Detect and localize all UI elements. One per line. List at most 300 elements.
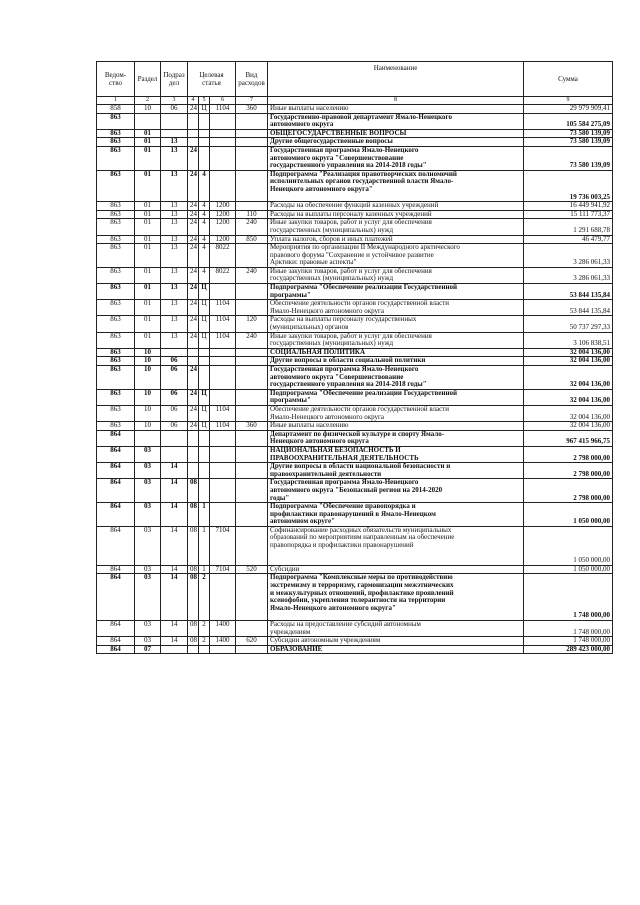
vid-rashodov-cell: 620 — [236, 637, 268, 646]
vid-rashodov-cell: 360 — [236, 422, 268, 431]
celevaya-part2-cell: 4 — [199, 202, 210, 211]
vedomstvo-cell: 864 — [97, 479, 135, 503]
vid-rashodov-cell — [236, 357, 268, 366]
celevaya-part2-cell — [199, 146, 210, 170]
celevaya-part1-cell: 08 — [188, 565, 199, 574]
naimenovanie-cell — [268, 357, 524, 366]
celevaya-part1-cell: 08 — [188, 479, 199, 503]
celevaya-part3-cell: 1104 — [210, 332, 236, 348]
razdel-cell: 01 — [135, 316, 161, 332]
podrazdel-cell: 14 — [161, 574, 188, 621]
celevaya-part1-cell: 24 — [188, 300, 199, 316]
celevaya-part1-cell: 24 — [188, 105, 199, 114]
razdel-cell: 01 — [135, 284, 161, 300]
naimenovanie-line: Расходы на выплаты персоналу казенных учреждений — [270, 210, 432, 218]
summa-cell: 2 798 000,00 — [524, 463, 613, 479]
celevaya-part3-cell: 1200 — [210, 202, 236, 211]
vedomstvo-cell: 864 — [97, 637, 135, 646]
vedomstvo-cell: 863 — [97, 129, 135, 138]
vedomstvo-cell: 864 — [97, 463, 135, 479]
celevaya-part1-cell — [188, 113, 199, 129]
razdel-cell: 01 — [135, 210, 161, 219]
naimenovanie-line: Иные закупки товаров, работ и услуг для обеспечения — [270, 332, 432, 340]
vid-rashodov-cell — [236, 479, 268, 503]
naimenovanie-line: государственного управления на 2014-2018 годы" — [270, 161, 427, 170]
summa-cell: 1 050 000,00 — [524, 526, 613, 565]
naimenovanie-line: Подпрограмма "Обеспечение реализации Государственной — [270, 389, 458, 397]
podrazdel-cell: 13 — [161, 267, 188, 283]
naimenovanie-cell — [268, 300, 524, 316]
celevaya-part2-cell: Ц — [199, 332, 210, 348]
celevaya-part3-cell: 1104 — [210, 405, 236, 421]
celevaya-part2-cell: 4 — [199, 219, 210, 235]
vedomstvo-cell: 858 — [97, 105, 135, 114]
celevaya-part1-cell: 08 — [188, 574, 199, 621]
table-row — [97, 422, 613, 431]
summa-cell: 2 798 000,00 — [524, 479, 613, 503]
celevaya-part3-cell: 1400 — [210, 621, 236, 637]
naimenovanie-cell — [268, 430, 524, 446]
naimenovanie-cell — [268, 422, 524, 431]
celevaya-part2-cell: Ц — [199, 300, 210, 316]
celevaya-part2-cell: 1 — [199, 565, 210, 574]
table-row — [97, 430, 613, 446]
razdel-cell: 03 — [135, 479, 161, 503]
celevaya-part1-cell — [188, 446, 199, 462]
razdel-cell: 01 — [135, 170, 161, 201]
celevaya-part1-cell: 08 — [188, 503, 199, 527]
razdel-cell: 03 — [135, 565, 161, 574]
naimenovanie-line: и межкультурных отношений, профилактике проявлений — [270, 588, 454, 597]
vedomstvo-cell: 864 — [97, 503, 135, 527]
celevaya-part3-cell: 1104 — [210, 422, 236, 431]
vid-rashodov-cell — [236, 348, 268, 357]
celevaya-part3-cell — [210, 389, 236, 405]
summa-cell: 46 479,77 — [524, 235, 613, 244]
col-number: 1 — [97, 97, 135, 105]
vedomstvo-cell: 863 — [97, 244, 135, 268]
razdel-cell: 01 — [135, 235, 161, 244]
naimenovanie-line — [270, 612, 521, 620]
celevaya-part3-cell — [210, 446, 236, 462]
vedomstvo-cell: 864 — [97, 430, 135, 446]
naimenovanie-cell — [268, 332, 524, 348]
naimenovanie-line: Софинансирование расходных обязательств муниципальных — [270, 526, 452, 534]
razdel-cell: 01 — [135, 129, 161, 138]
table-row — [97, 146, 613, 170]
naimenovanie-line: автономном округе" — [270, 517, 335, 526]
vid-rashodov-cell — [236, 300, 268, 316]
summa-cell: 1 748 000,00 — [524, 574, 613, 621]
podrazdel-cell — [161, 129, 188, 138]
celevaya-part1-cell — [188, 138, 199, 147]
naimenovanie-cell — [268, 389, 524, 405]
naimenovanie-line: автономного округа — [270, 120, 334, 129]
col-number: 7 — [236, 97, 268, 105]
celevaya-part2-cell — [199, 113, 210, 129]
naimenovanie-line: Иные закупки товаров, работ и услуг для обеспечения — [270, 267, 432, 275]
celevaya-part2-cell — [199, 366, 210, 390]
celevaya-part2-cell — [199, 129, 210, 138]
naimenovanie-cell — [268, 170, 524, 201]
celevaya-part1-cell: 24 — [188, 202, 199, 211]
celevaya-part3-cell — [210, 146, 236, 170]
naimenovanie-line: Расходы на предоставление субсидий автономным — [270, 620, 421, 628]
table-row — [97, 316, 613, 332]
vid-rashodov-cell: 520 — [236, 565, 268, 574]
col-number: 6 — [210, 97, 236, 105]
table-row — [97, 300, 613, 316]
podrazdel-cell: 13 — [161, 170, 188, 201]
vid-rashodov-cell — [236, 113, 268, 129]
podrazdel-cell: 14 — [161, 479, 188, 503]
vedomstvo-cell: 863 — [97, 138, 135, 147]
vedomstvo-cell: 863 — [97, 235, 135, 244]
summa-cell: 3 286 061,33 — [524, 267, 613, 283]
razdel-cell: 10 — [135, 405, 161, 421]
summa-cell: 32 004 136,00 — [524, 348, 613, 357]
podrazdel-cell — [161, 430, 188, 446]
vedomstvo-cell: 863 — [97, 284, 135, 300]
naimenovanie-cell — [268, 446, 524, 462]
naimenovanie-cell — [268, 574, 524, 621]
celevaya-part3-cell — [210, 284, 236, 300]
naimenovanie-line: СОЦИАЛЬНАЯ ПОЛИТИКА — [270, 348, 366, 356]
vedomstvo-cell: 863 — [97, 405, 135, 421]
celevaya-part2-cell: 2 — [199, 574, 210, 621]
celevaya-part2-cell: 1 — [199, 503, 210, 527]
naimenovanie-line: правопорядка и профилактики правонарушений — [270, 541, 414, 550]
vedomstvo-cell: 863 — [97, 366, 135, 390]
razdel-cell: 01 — [135, 146, 161, 170]
naimenovanie-cell — [268, 202, 524, 211]
razdel-cell: 01 — [135, 332, 161, 348]
podrazdel-cell: 13 — [161, 332, 188, 348]
naimenovanie-line: НАЦИОНАЛЬНАЯ БЕЗОПАСНОСТЬ И — [270, 446, 401, 454]
podrazdel-cell: 06 — [161, 389, 188, 405]
podrazdel-cell: 06 — [161, 366, 188, 390]
naimenovanie-line — [270, 557, 521, 565]
header-vid-rashodov: Вид расходов — [236, 62, 268, 97]
naimenovanie-cell — [268, 565, 524, 574]
naimenovanie-line: государственных (муниципальных) нужд — [270, 339, 394, 348]
vedomstvo-cell: 863 — [97, 422, 135, 431]
summa-cell: 53 844 135,84 — [524, 284, 613, 300]
summa-cell: 1 050 000,00 — [524, 565, 613, 574]
celevaya-part1-cell: 24 — [188, 332, 199, 348]
vid-rashodov-cell — [236, 574, 268, 621]
table-row — [97, 170, 613, 201]
naimenovanie-line: государственных (муниципальных) нужд — [270, 225, 394, 234]
naimenovanie-cell — [268, 146, 524, 170]
summa-cell: 29 979 909,41 — [524, 105, 613, 114]
summa-cell: 1 291 688,78 — [524, 219, 613, 235]
naimenovanie-cell — [268, 219, 524, 235]
celevaya-part3-cell — [210, 366, 236, 390]
celevaya-part3-cell — [210, 430, 236, 446]
vedomstvo-cell: 863 — [97, 316, 135, 332]
celevaya-part2-cell: 4 — [199, 244, 210, 268]
naimenovanie-cell — [268, 503, 524, 527]
celevaya-part3-cell — [210, 479, 236, 503]
summa-cell: 105 584 275,09 — [524, 113, 613, 129]
celevaya-part3-cell: 8022 — [210, 244, 236, 268]
summa-cell: 32 004 136,00 — [524, 422, 613, 431]
celevaya-part1-cell: 24 — [188, 405, 199, 421]
table-row — [97, 235, 613, 244]
table-row — [97, 446, 613, 462]
naimenovanie-cell — [268, 105, 524, 114]
naimenovanie-line: Иные выплаты населению — [270, 421, 349, 430]
razdel-cell: 10 — [135, 357, 161, 366]
naimenovanie-line: Ненецкого автономного округа — [270, 437, 369, 446]
summa-cell: 15 111 773,37 — [524, 210, 613, 219]
podrazdel-cell: 13 — [161, 138, 188, 147]
naimenovanie-line: (муниципальных) органов — [270, 323, 349, 332]
table-row — [97, 565, 613, 574]
summa-cell: 32 004 136,00 — [524, 366, 613, 390]
table-row — [97, 389, 613, 405]
col-number: 4 — [188, 97, 199, 105]
naimenovanie-line: Ямало-Ненецкого автономного округа" — [270, 603, 396, 612]
vedomstvo-cell: 864 — [97, 574, 135, 621]
celevaya-part1-cell: 24 — [188, 170, 199, 201]
naimenovanie-line: Другие вопросы в области национальной безопасности и — [270, 462, 451, 471]
naimenovanie-line: ОБЩЕГОСУДАРСТВЕННЫЕ ВОПРОСЫ — [270, 129, 407, 137]
podrazdel-cell: 14 — [161, 526, 188, 565]
vid-rashodov-cell — [236, 446, 268, 462]
col-number: 2 — [135, 97, 161, 105]
razdel-cell: 01 — [135, 267, 161, 283]
razdel-cell: 01 — [135, 219, 161, 235]
summa-cell: 73 580 139,09 — [524, 129, 613, 138]
naimenovanie-cell — [268, 267, 524, 283]
summa-cell: 16 449 941,92 — [524, 202, 613, 211]
naimenovanie-cell — [268, 463, 524, 479]
table-row — [97, 357, 613, 366]
summa-cell: 32 004 136,00 — [524, 389, 613, 405]
naimenovanie-line: программы" — [270, 290, 311, 299]
celevaya-part2-cell — [199, 463, 210, 479]
naimenovanie-cell — [268, 316, 524, 332]
razdel-cell: 03 — [135, 446, 161, 462]
vid-rashodov-cell — [236, 129, 268, 138]
naimenovanie-line: государственного управления на 2014-2018 годы" — [270, 380, 427, 389]
table-header-row — [97, 62, 613, 97]
razdel-cell: 07 — [135, 645, 161, 654]
vedomstvo-cell: 863 — [97, 348, 135, 357]
naimenovanie-line: Департамент по физической культуре и спорту Ямало- — [270, 430, 445, 438]
razdel-cell: 01 — [135, 300, 161, 316]
table-row — [97, 645, 613, 654]
celevaya-part3-cell — [210, 463, 236, 479]
podrazdel-cell: 13 — [161, 300, 188, 316]
budget-table — [96, 61, 613, 654]
celevaya-part3-cell — [210, 348, 236, 357]
naimenovanie-line: экстремизму и терроризму, гармонизации межэтнических — [270, 581, 454, 590]
celevaya-part3-cell: 1104 — [210, 316, 236, 332]
summa-cell: 73 580 139,09 — [524, 146, 613, 170]
naimenovanie-line: автономного округа "Совершенствование — [270, 153, 404, 162]
celevaya-part1-cell: 08 — [188, 621, 199, 637]
vid-rashodov-cell — [236, 366, 268, 390]
table-row — [97, 284, 613, 300]
celevaya-part3-cell — [210, 503, 236, 527]
celevaya-part3-cell — [210, 138, 236, 147]
celevaya-part3-cell: 1104 — [210, 300, 236, 316]
celevaya-part3-cell: 7104 — [210, 526, 236, 565]
podrazdel-cell: 13 — [161, 202, 188, 211]
vid-rashodov-cell — [236, 621, 268, 637]
table-row — [97, 105, 613, 114]
naimenovanie-line: Другие вопросы в области социальной политики — [270, 356, 426, 365]
vid-rashodov-cell: 240 — [236, 267, 268, 283]
naimenovanie-cell — [268, 113, 524, 129]
razdel-cell: 03 — [135, 574, 161, 621]
naimenovanie-line: ПРАВООХРАНИТЕЛЬНАЯ ДЕЯТЕЛЬНОСТЬ — [270, 453, 419, 462]
celevaya-part2-cell: Ц — [199, 389, 210, 405]
naimenovanie-cell — [268, 366, 524, 390]
podrazdel-cell: 13 — [161, 219, 188, 235]
vedomstvo-cell: 863 — [97, 146, 135, 170]
vedomstvo-cell: 863 — [97, 267, 135, 283]
celevaya-part3-cell: 7104 — [210, 565, 236, 574]
razdel-cell: 03 — [135, 526, 161, 565]
naimenovanie-line: Другие общегосударственные вопросы — [270, 137, 393, 146]
razdel-cell — [135, 113, 161, 129]
celevaya-part2-cell: 4 — [199, 170, 210, 201]
summa-cell: 1 748 000,00 — [524, 621, 613, 637]
naimenovanie-line: Обеспечение деятельности органов государственной власти — [270, 405, 450, 413]
celevaya-part3-cell: 1200 — [210, 235, 236, 244]
summa-cell: 53 844 135,84 — [524, 300, 613, 316]
naimenovanie-line: Субсидии автономным учреждениям — [270, 636, 381, 645]
podrazdel-cell — [161, 446, 188, 462]
celevaya-part1-cell — [188, 357, 199, 366]
podrazdel-cell — [161, 348, 188, 357]
celevaya-part1-cell — [188, 129, 199, 138]
summa-cell: 967 415 966,75 — [524, 430, 613, 446]
table-row — [97, 463, 613, 479]
celevaya-part2-cell: 2 — [199, 637, 210, 646]
podrazdel-cell: 13 — [161, 210, 188, 219]
razdel-cell: 01 — [135, 202, 161, 211]
table-row — [97, 348, 613, 357]
vedomstvo-cell: 864 — [97, 621, 135, 637]
naimenovanie-line: автономного округа "Совершенствование — [270, 372, 404, 381]
naimenovanie-line — [270, 194, 521, 202]
celevaya-part3-cell — [210, 357, 236, 366]
vedomstvo-cell: 863 — [97, 113, 135, 129]
naimenovanie-line: Уплата налогов, сборов и иных платежей — [270, 235, 393, 243]
naimenovanie-line: Арктики: правовые аспекты" — [270, 258, 357, 267]
naimenovanie-line: правоохранительной деятельности — [270, 469, 382, 478]
naimenovanie-line: программы" — [270, 396, 311, 405]
celevaya-part1-cell: 24 — [188, 389, 199, 405]
celevaya-part1-cell: 08 — [188, 637, 199, 646]
table-row — [97, 202, 613, 211]
table-row — [97, 129, 613, 138]
table-row — [97, 574, 613, 621]
vid-rashodov-cell: 110 — [236, 210, 268, 219]
naimenovanie-cell — [268, 284, 524, 300]
summa-cell: 1 748 000,00 — [524, 637, 613, 646]
celevaya-part2-cell: Ц — [199, 316, 210, 332]
celevaya-part3-cell — [210, 645, 236, 654]
vedomstvo-cell: 864 — [97, 446, 135, 462]
vedomstvo-cell: 863 — [97, 210, 135, 219]
celevaya-part1-cell: 24 — [188, 366, 199, 390]
podrazdel-cell: 14 — [161, 503, 188, 527]
celevaya-part2-cell: Ц — [199, 284, 210, 300]
col-number: 9 — [524, 97, 613, 105]
table-row — [97, 479, 613, 503]
naimenovanie-line: Государственная программа Ямало-Ненецкого — [270, 365, 419, 373]
vid-rashodov-cell — [236, 430, 268, 446]
razdel-cell: 10 — [135, 366, 161, 390]
naimenovanie-cell — [268, 405, 524, 421]
celevaya-part2-cell: Ц — [199, 405, 210, 421]
table-row — [97, 210, 613, 219]
celevaya-part2-cell — [199, 446, 210, 462]
naimenovanie-line: исполнительных органов государственной власти Ямало- — [270, 177, 454, 186]
table-row — [97, 503, 613, 527]
naimenovanie-cell — [268, 210, 524, 219]
celevaya-part2-cell — [199, 645, 210, 654]
vid-rashodov-cell: 360 — [236, 105, 268, 114]
naimenovanie-line: Иные выплаты населению — [270, 104, 349, 112]
vedomstvo-cell: 863 — [97, 357, 135, 366]
razdel-cell: 10 — [135, 389, 161, 405]
vid-rashodov-cell: 850 — [236, 235, 268, 244]
table-row — [97, 637, 613, 646]
podrazdel-cell: 14 — [161, 463, 188, 479]
celevaya-part1-cell — [188, 348, 199, 357]
header-celevaya-statya: Целевая статья — [188, 62, 236, 97]
vedomstvo-cell: 864 — [97, 526, 135, 565]
naimenovanie-line: правового форума "Сохранение и устойчивое развитие — [270, 250, 434, 259]
celevaya-part1-cell: 24 — [188, 210, 199, 219]
razdel-cell: 03 — [135, 503, 161, 527]
celevaya-part3-cell — [210, 574, 236, 621]
podrazdel-cell: 14 — [161, 621, 188, 637]
naimenovanie-cell — [268, 348, 524, 357]
naimenovanie-line: Расходы на выплаты персоналу государственных — [270, 315, 417, 324]
budget-document — [96, 61, 612, 654]
podrazdel-cell: 13 — [161, 316, 188, 332]
naimenovanie-cell — [268, 235, 524, 244]
vedomstvo-cell: 863 — [97, 170, 135, 201]
summa-cell: 1 050 000,00 — [524, 503, 613, 527]
podrazdel-cell: 13 — [161, 235, 188, 244]
celevaya-part1-cell: 24 — [188, 316, 199, 332]
summa-cell: 2 798 000,00 — [524, 446, 613, 462]
celevaya-part2-cell: Ц — [199, 105, 210, 114]
column-numbers-row — [97, 97, 613, 105]
table-row — [97, 526, 613, 565]
naimenovanie-line: Ненецкого автономного округа" — [270, 184, 373, 193]
header-summa: Сумма — [524, 62, 613, 97]
razdel-cell: 01 — [135, 244, 161, 268]
vid-rashodov-cell — [236, 138, 268, 147]
podrazdel-cell: 06 — [161, 357, 188, 366]
summa-cell: 3 286 061,33 — [524, 244, 613, 268]
celevaya-part1-cell — [188, 645, 199, 654]
celevaya-part2-cell — [199, 348, 210, 357]
celevaya-part2-cell: 2 — [199, 621, 210, 637]
celevaya-part1-cell — [188, 463, 199, 479]
razdel-cell: 03 — [135, 637, 161, 646]
